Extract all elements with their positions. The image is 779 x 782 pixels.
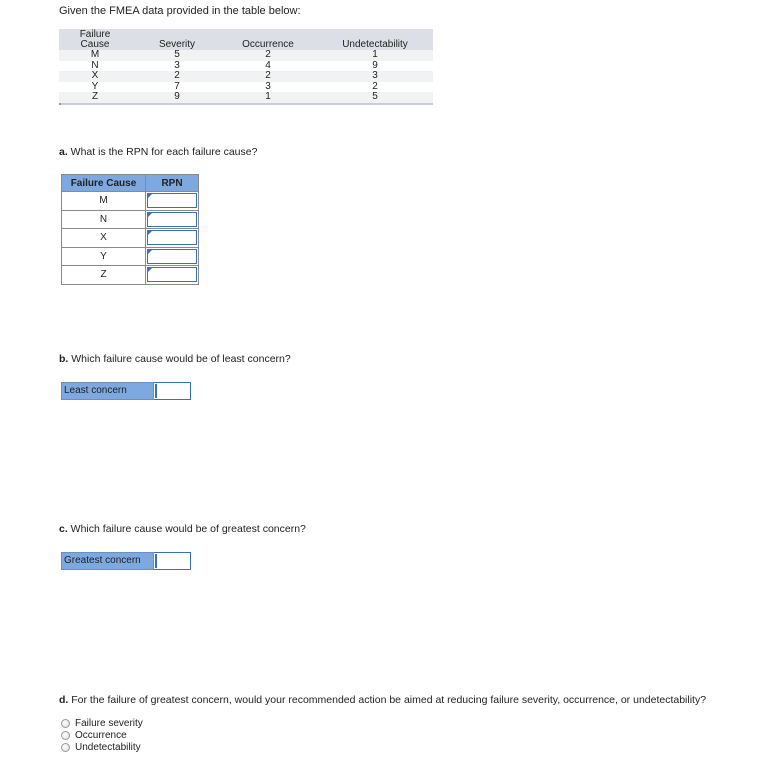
cell-occurrence: 4 xyxy=(265,59,271,71)
rpn-cause-label: N xyxy=(62,210,146,229)
rpn-input-z[interactable] xyxy=(147,267,197,282)
rpn-input-n[interactable] xyxy=(147,212,197,227)
question-b-prefix: b. xyxy=(59,353,69,365)
cell-cause: X xyxy=(91,70,99,81)
cell-occurrence: 3 xyxy=(265,80,271,92)
table-row xyxy=(59,71,433,82)
option-failure-severity[interactable] xyxy=(61,717,143,729)
cell-cause: Y xyxy=(91,80,99,92)
table-row xyxy=(62,266,199,285)
option-label: Undetectability xyxy=(75,741,141,753)
cell-occurrence: 2 xyxy=(265,70,271,81)
cell-undetectability: 9 xyxy=(372,59,378,71)
rpn-cause-label: Z xyxy=(62,266,146,285)
option-label: Occurrence xyxy=(75,729,127,741)
fmea-rows xyxy=(59,50,433,103)
header-cause-line1: Failure xyxy=(79,29,111,40)
table-row xyxy=(59,50,433,61)
option-undetectability[interactable] xyxy=(61,741,141,753)
table-row xyxy=(62,247,199,266)
greatest-concern-row xyxy=(61,552,191,570)
question-c-prefix: c. xyxy=(59,523,68,535)
option-occurrence[interactable] xyxy=(61,729,127,741)
header-severity: Severity xyxy=(158,39,196,50)
fmea-header xyxy=(59,29,433,50)
question-c xyxy=(59,523,306,535)
greatest-concern-label: Greatest concern xyxy=(61,552,154,570)
question-a xyxy=(59,146,257,158)
cell-cause: Z xyxy=(91,91,99,102)
radio-button[interactable] xyxy=(61,743,70,752)
table-divider xyxy=(59,103,433,105)
cell-severity: 2 xyxy=(174,70,180,81)
question-d-text: For the failure of greatest concern, would your recommended action be aimed at reducing failure severity, occurrence, or undetectability? xyxy=(68,694,707,706)
table-row xyxy=(62,210,199,229)
rpn-header-rpn: RPN xyxy=(146,175,199,192)
fmea-table xyxy=(59,29,433,105)
least-concern-label: Least concern xyxy=(61,382,154,400)
header-cause-line2: Cause xyxy=(80,39,110,50)
cell-severity: 9 xyxy=(174,91,180,102)
question-a-prefix: a. xyxy=(59,146,68,158)
question-c-text: Which failure cause would be of greatest concern? xyxy=(67,523,306,535)
cell-severity: 7 xyxy=(174,80,180,92)
cell-cause: M xyxy=(90,49,100,60)
least-concern-row xyxy=(61,382,191,400)
option-label: Failure severity xyxy=(75,717,143,729)
cell-occurrence: 2 xyxy=(265,49,271,60)
table-row xyxy=(59,92,433,103)
rpn-header-cause: Failure Cause xyxy=(62,175,146,192)
rpn-table xyxy=(61,174,199,285)
rpn-cause-label: M xyxy=(62,192,146,211)
cell-cause: N xyxy=(91,59,99,71)
table-row xyxy=(62,192,199,211)
rpn-input-x[interactable] xyxy=(147,230,197,245)
radio-button[interactable] xyxy=(61,731,70,740)
greatest-concern-input[interactable] xyxy=(154,552,191,570)
rpn-input-m[interactable] xyxy=(147,193,197,208)
cell-occurrence: 1 xyxy=(265,91,271,102)
table-row xyxy=(62,229,199,248)
rpn-input-y[interactable] xyxy=(147,249,197,264)
least-concern-input[interactable] xyxy=(154,382,191,400)
question-d-prefix: d. xyxy=(59,694,69,706)
header-undetectability: Undetectability xyxy=(342,39,408,50)
cell-undetectability: 5 xyxy=(372,91,378,102)
cell-undetectability: 3 xyxy=(372,70,378,81)
cell-severity: 3 xyxy=(174,59,180,71)
radio-button[interactable] xyxy=(61,719,70,728)
rpn-cause-label: X xyxy=(62,229,146,248)
header-occurrence: Occurrence xyxy=(242,39,294,50)
intro-text: Given the FMEA data provided in the table below: xyxy=(59,5,301,17)
cell-severity: 5 xyxy=(174,49,180,60)
cell-undetectability: 2 xyxy=(372,80,378,92)
question-b-text: Which failure cause would be of least concern? xyxy=(68,353,291,365)
rpn-cause-label: Y xyxy=(62,247,146,266)
question-d xyxy=(59,694,706,706)
question-b xyxy=(59,353,291,365)
cell-undetectability: 1 xyxy=(372,49,378,60)
question-a-text: What is the RPN for each failure cause? xyxy=(67,146,258,158)
